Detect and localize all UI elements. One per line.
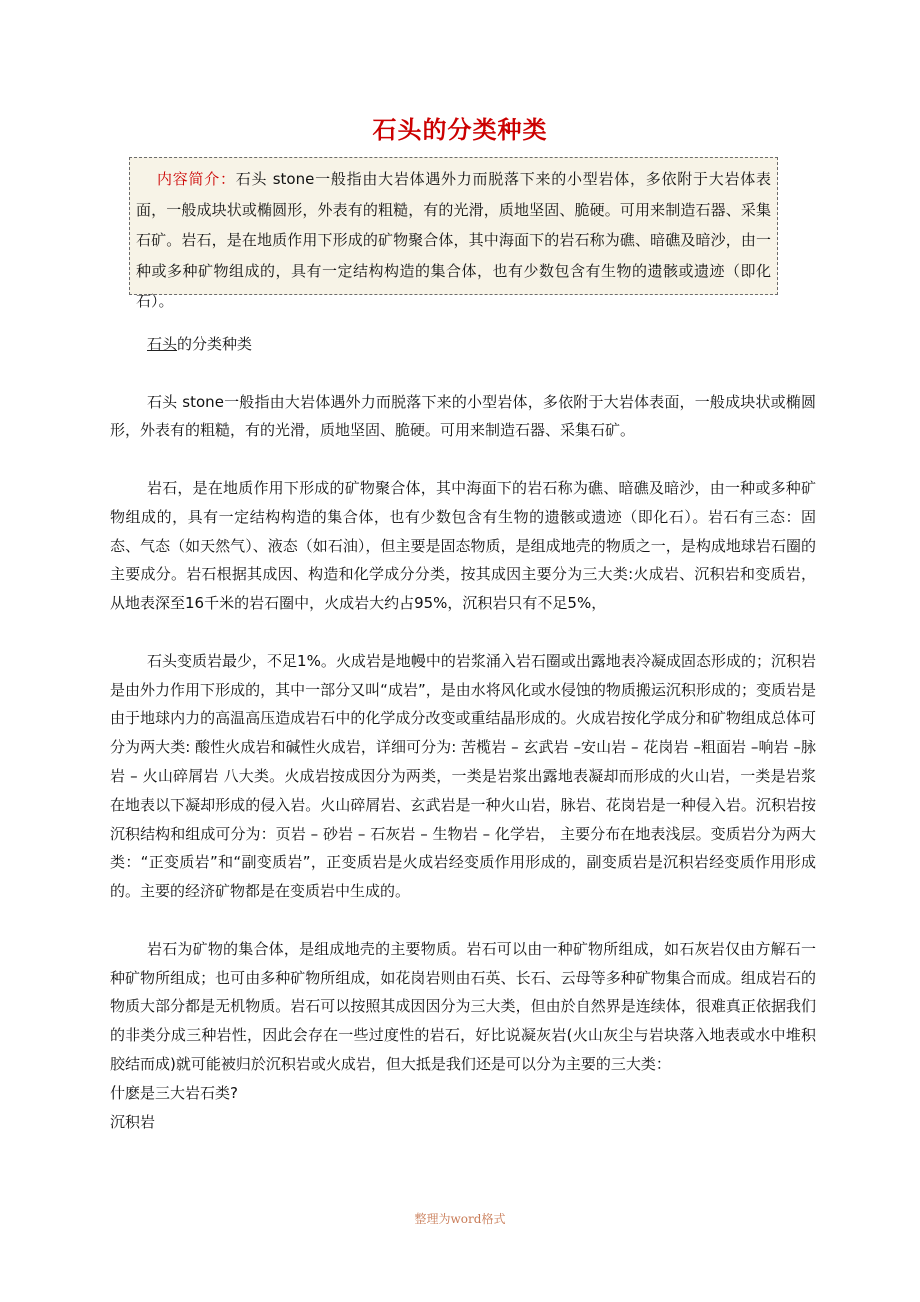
summary-label: 内容简介： bbox=[157, 170, 236, 188]
summary-text: 石头 stone一般指由大岩体遇外力而脱落下来的小型岩体，多依附于大岩体表面，一般成块状或椭圆形，外表有的粗糙，有的光滑，质地坚固、脆硬。可用来制造石器、采集石矿。岩石，是在地质作用下形成的矿物聚合体，其中海面下的岩石称为礁、暗礁及暗沙，由一种或多种矿物组成的，具有一定结构构造的集合体，也有少数包含有生物的遗骸或遗迹（即化石）。 bbox=[136, 170, 771, 310]
page-title: 石头的分类种类 bbox=[372, 116, 548, 144]
article-body bbox=[110, 330, 816, 1136]
question-line: 什麽是三大岩石类? bbox=[110, 1083, 238, 1102]
paragraph: 石头变质岩最少，不足1%。火成岩是地幔中的岩浆涌入岩石圈或出露地表冷凝成固态形成的；沉积岩是由外力作用下形成的，其中一部分又叫“成岩”，是由水将风化或水侵蚀的物质搬运沉积形成的；变质岩是由于地球内力的高温高压造成岩石中的化学成分改变或重结晶形成的。火成岩按化学成分和矿物组成总体可分为两大类: 酸性火成岩和碱性火成岩，详细可分为: 苦榄岩 – 玄武岩 –安山岩 – 花岗岩 –粗面岩 –响岩 –脉岩 – 火山碎屑岩 八大类。火成岩按成因分为两类，一类是岩浆出露地表凝却而形成的火山岩，一类是岩浆在地表以下凝却形成的侵入岩。火山碎屑岩、玄武岩是一种火山岩，脉岩、花岗岩是一种侵入岩。沉积岩按沉积结构和组成可分为：页岩 – 砂岩 – 石灰岩 – 生物岩 – 化学岩， 主要分布在地表浅层。变质岩分为两大类：“正变质岩”和“副变质岩”，正变质岩是火成岩经变质作用形成的，副变质岩是沉积岩经变质作用形成的。主要的经济矿物都是在变质岩中生成的。 bbox=[110, 651, 817, 901]
article-subtitle bbox=[110, 330, 816, 359]
summary-box bbox=[129, 157, 778, 310]
paragraph: 石头 stone一般指由大岩体遇外力而脱落下来的小型岩体，多依附于大岩体表面，一般成块状或椭圆形，外表有的粗糙，有的光滑，质地坚固、脆硬。可用来制造石器、采集石矿。 bbox=[110, 392, 816, 440]
page-footer: 整理为word格式 bbox=[414, 1212, 506, 1226]
section-heading: 沉积岩 bbox=[110, 1112, 156, 1131]
subtitle-rest: 的分类种类 bbox=[177, 335, 253, 353]
paragraph: 岩石为矿物的集合体，是组成地壳的主要物质。岩石可以由一种矿物所组成，如石灰岩仅由方解石一种矿物所组成；也可由多种矿物所组成，如花岗岩则由石英、长石、云母等多种矿物集合而成。组成岩石的物质大部分都是无机物质。岩石可以按照其成因因分为三大类，但由於自然界是连续体，很难真正依据我们的非类分成三种岩性，因此会存在一些过度性的岩石，好比说凝灰岩(火山灰尘与岩块落入地表或水中堆积胶结而成)就可能被归於沉积岩或火成岩，但大抵是我们还是可以分为主要的三大类： bbox=[110, 939, 816, 1073]
paragraph: 岩石，是在地质作用下形成的矿物聚合体，其中海面下的岩石称为礁、暗礁及暗沙，由一种或多种矿物组成的，具有一定结构构造的集合体，也有少数包含有生物的遗骸或遗迹（即化石）。岩石有三态：固态、气态（如天然气）、液态（如石油），但主要是固态物质，是组成地壳的物质之一，是构成地球岩石圈的主要成分。岩石根据其成因、构造和化学成分分类，按其成因主要分为三大类:火成岩、沉积岩和变质岩，从地表深至16千米的岩石圈中，火成岩大约占95%，沉积岩只有不足5%， bbox=[110, 478, 816, 613]
subtitle-link[interactable]: 石头 bbox=[147, 335, 178, 353]
